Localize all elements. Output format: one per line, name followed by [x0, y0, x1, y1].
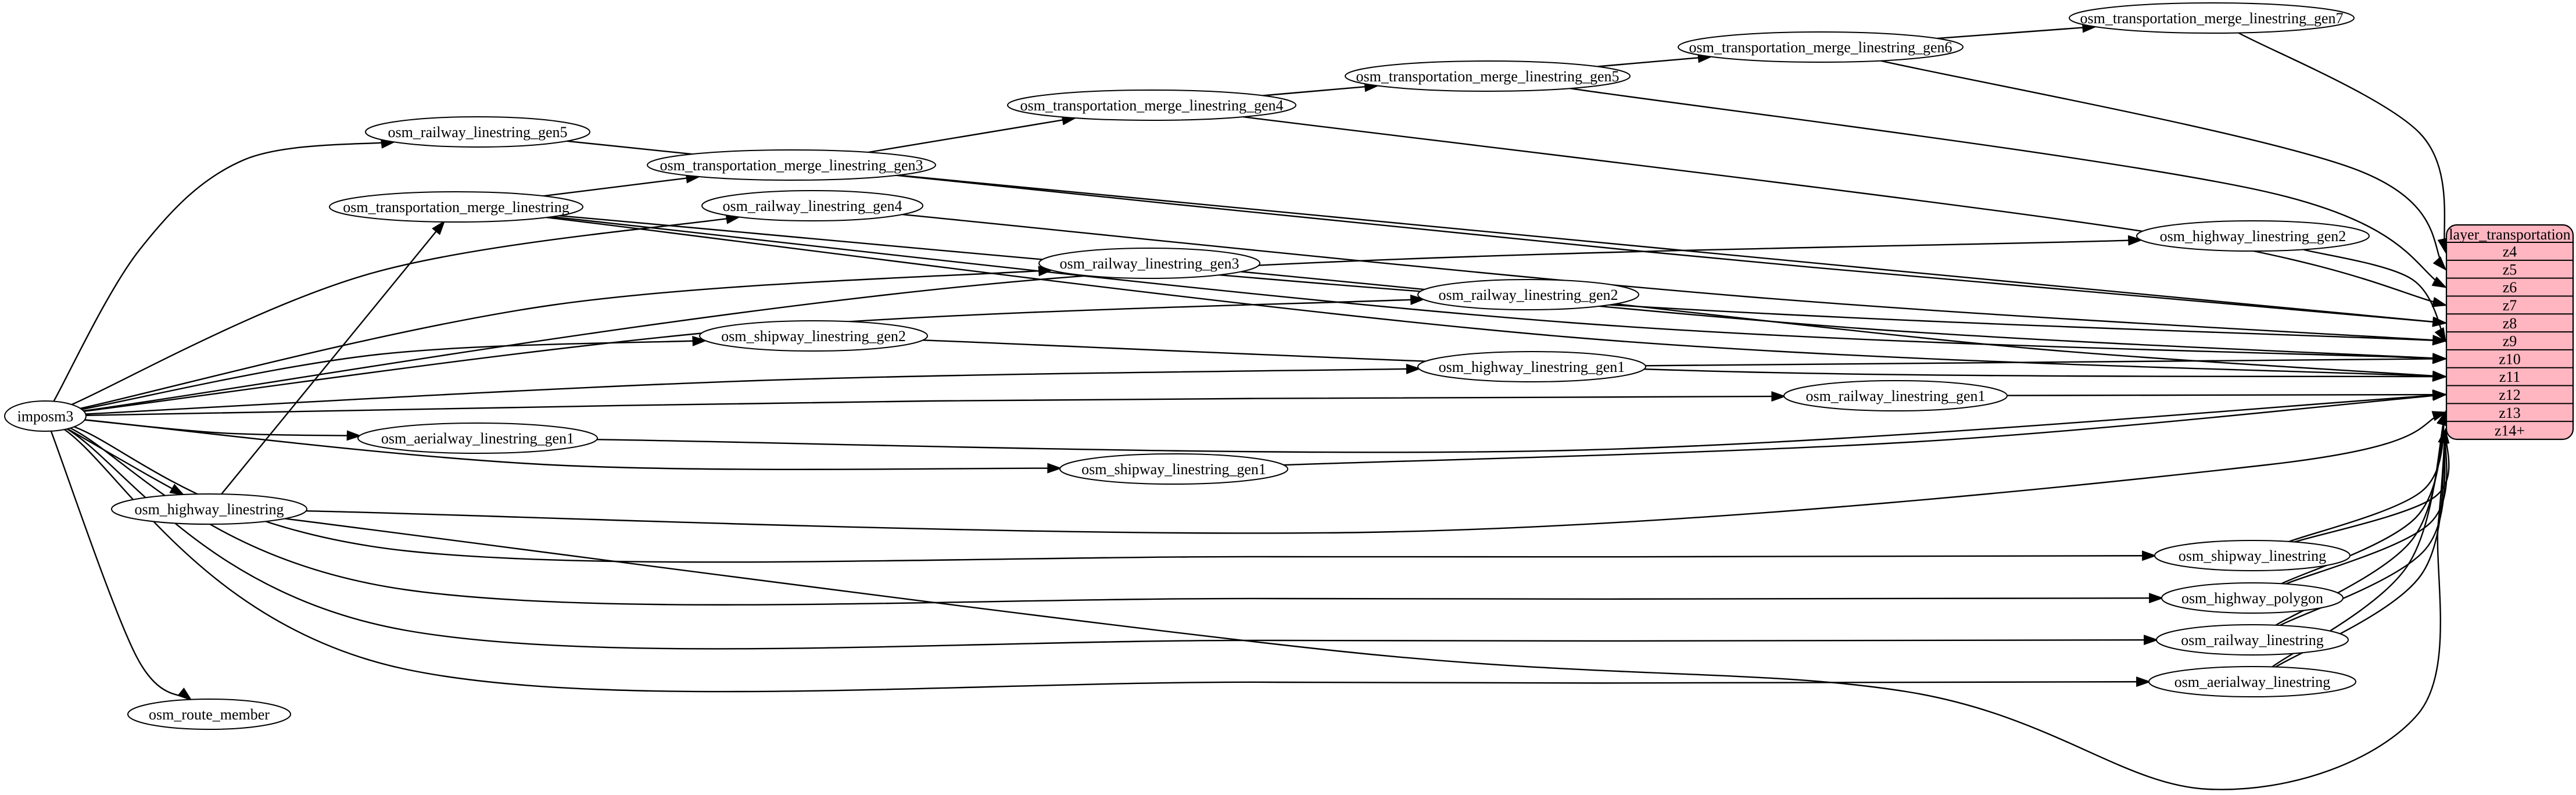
node-label-osm_highway_linestring: osm_highway_linestring: [134, 501, 284, 518]
record-row-z11: z11: [2499, 368, 2521, 386]
node-label-osm_railway_linestring_gen3: osm_railway_linestring_gen3: [1059, 255, 1239, 273]
table-node-osm_shipway_linestring_gen2: [700, 321, 927, 351]
record-title: layer_transportation: [2449, 226, 2571, 243]
node-label-osm_railway_linestring: osm_railway_linestring: [2181, 632, 2324, 649]
node-label-osm_shipway_linestring_gen1: osm_shipway_linestring_gen1: [1081, 461, 1266, 478]
record-row-z4: z4: [2502, 243, 2517, 260]
table-node-osm_transportation_merge_linestring_gen7: [2069, 3, 2354, 33]
node-label-osm_route_member: osm_route_member: [149, 706, 270, 724]
record-node-layer_transportation: [2446, 225, 2573, 439]
node-label-osm_transportation_merge_linestring_gen6: osm_transportation_merge_linestring_gen6: [1689, 39, 1952, 56]
node-label-osm_aerialway_linestring_gen1: osm_aerialway_linestring_gen1: [381, 430, 575, 447]
node-label-imposm3: imposm3: [17, 408, 74, 425]
table-node-osm_railway_linestring_gen2: [1418, 280, 1639, 310]
table-node-osm_transportation_merge_linestring: [329, 192, 583, 222]
node-label-osm_highway_linestring_gen1: osm_highway_linestring_gen1: [1438, 359, 1625, 376]
record-row-z7: z7: [2502, 296, 2517, 314]
table-node-osm_shipway_linestring: [2155, 540, 2350, 571]
node-label-osm_shipway_linestring_gen2: osm_shipway_linestring_gen2: [721, 328, 906, 345]
table-node-osm_shipway_linestring_gen1: [1060, 454, 1288, 484]
node-label-osm_railway_linestring_gen4: osm_railway_linestring_gen4: [722, 198, 902, 215]
node-label-osm_aerialway_linestring: osm_aerialway_linestring: [2174, 674, 2331, 691]
node-label-osm_highway_polygon: osm_highway_polygon: [2181, 590, 2324, 607]
record-row-z6: z6: [2502, 279, 2517, 296]
node-label-osm_railway_linestring_gen2: osm_railway_linestring_gen2: [1438, 287, 1618, 304]
table-node-osm_highway_linestring_gen2: [2137, 221, 2369, 251]
table-node-osm_transportation_merge_linestring_gen5: [1345, 61, 1630, 91]
table-node-osm_transportation_merge_linestring_gen6: [1678, 32, 1963, 62]
node-label-osm_highway_linestring_gen2: osm_highway_linestring_gen2: [2159, 228, 2346, 245]
table-node-osm_railway_linestring_gen4: [702, 191, 923, 221]
record-row-z10: z10: [2499, 350, 2521, 368]
node-label-osm_transportation_merge_linestring_gen3: osm_transportation_merge_linestring_gen3: [660, 157, 923, 174]
record-row-z14+: z14+: [2494, 422, 2525, 439]
table-node-osm_route_member: [128, 699, 291, 729]
record-row-z9: z9: [2502, 332, 2517, 350]
node-label-osm_transportation_merge_linestring: osm_transportation_merge_linestring: [343, 199, 569, 216]
table-node-osm_highway_linestring: [112, 494, 307, 524]
table-node-osm_railway_linestring_gen1: [1784, 381, 2007, 411]
table-node-osm_railway_linestring_gen3: [1039, 248, 1260, 278]
record-row-z5: z5: [2502, 261, 2517, 278]
node-label-osm_shipway_linestring: osm_shipway_linestring: [2178, 547, 2327, 565]
node-label-osm_transportation_merge_linestring_gen7: osm_transportation_merge_linestring_gen7: [2080, 10, 2344, 27]
node-label-osm_transportation_merge_linestring_gen4: osm_transportation_merge_linestring_gen4: [1020, 97, 1284, 114]
record-row-z12: z12: [2499, 386, 2521, 404]
table-node-osm_highway_linestring_gen1: [1418, 352, 1646, 382]
table-node-osm_railway_linestring: [2156, 625, 2348, 655]
table-node-osm_highway_polygon: [2162, 583, 2343, 613]
table-node-osm_transportation_merge_linestring_gen4: [1008, 90, 1296, 120]
node-label-osm_transportation_merge_linestring_gen5: osm_transportation_merge_linestring_gen5: [1356, 68, 1620, 85]
table-node-osm_aerialway_linestring_gen1: [358, 423, 597, 453]
record-row-z8: z8: [2502, 314, 2517, 332]
table-node-imposm3: [5, 401, 86, 431]
node-label-osm_railway_linestring_gen5: osm_railway_linestring_gen5: [388, 124, 568, 141]
table-node-osm_railway_linestring_gen5: [366, 117, 590, 147]
node-label-osm_railway_linestring_gen1: osm_railway_linestring_gen1: [1805, 388, 1986, 405]
record-row-z13: z13: [2499, 404, 2521, 421]
edge-osm_railway_linestring_gen1-to-record-row-z12: [2007, 395, 2445, 396]
table-node-osm_transportation_merge_linestring_gen3: [647, 150, 936, 180]
table-node-osm_aerialway_linestring: [2149, 667, 2356, 697]
